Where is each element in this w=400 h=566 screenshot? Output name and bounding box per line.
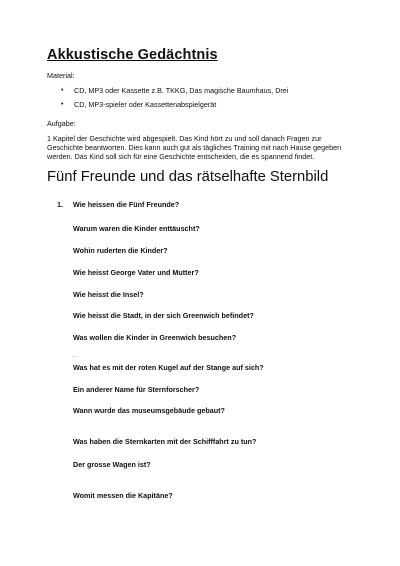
material-label: Material: (47, 71, 75, 80)
question-text: Womit messen die Kapitäne? (73, 491, 173, 500)
question-text: Wohin ruderten die Kinder? (73, 246, 168, 255)
question-text: Was haben die Sternkarten mit der Schifffahrt zu tun? (73, 437, 257, 446)
bullet-icon: • (61, 87, 64, 94)
bullet-icon: • (61, 101, 64, 108)
material-item: CD, MP3 oder Kassette z.B. TKKG, Das magische Baumhaus, Drei (74, 86, 289, 95)
page-title: Akkustische Gedächtnis (47, 47, 218, 63)
list-item (61, 100, 288, 114)
question-text: Ein anderer Name für Sternforscher? (73, 385, 200, 394)
question-text: Wie heisst die Stadt, in der sich Greenwich befindet? (73, 311, 254, 320)
question-text: Was hat es mit der roten Kugel auf der Stange auf sich? (73, 363, 264, 372)
aufgabe-line: Geschichte beantworten. Dies kann auch gut als tägliches Training mit nach Hause gegeben (47, 143, 342, 152)
question-text: Wie heissen die Fünf Freunde? (73, 200, 180, 209)
question-text: Warum waren die Kinder enttäuscht? (73, 224, 200, 233)
list-item (61, 86, 288, 100)
material-item: CD, MP3-spieler oder Kassettenabspielgerät (74, 100, 217, 109)
aufgabe-text (47, 134, 341, 161)
stray-dot: . (73, 352, 75, 359)
question-text: Der grosse Wagen ist? (73, 460, 151, 469)
aufgabe-label: Aufgabe: (47, 119, 76, 128)
question-text: Wann wurde das museumsgebäude gebaut? (73, 406, 225, 415)
aufgabe-line: werden. Das Kind soll sich für eine Geschichte entscheiden, die es spannend findet. (47, 152, 315, 161)
section-title: Fünf Freunde und das rätselhafte Sternbild (47, 169, 329, 185)
question-number: 1. (57, 200, 63, 209)
question-text: Wie heisst die Insel? (73, 290, 144, 299)
material-list (61, 86, 288, 114)
aufgabe-line: 1 Kapitel der Geschichte wird abgespielt. Das Kind hört zu und soll danach Fragen zur (47, 134, 322, 143)
question-text: Wie heisst George Vater und Mutter? (73, 268, 199, 277)
question-text: Was wollen die Kinder in Greenwich besuchen? (73, 333, 237, 342)
